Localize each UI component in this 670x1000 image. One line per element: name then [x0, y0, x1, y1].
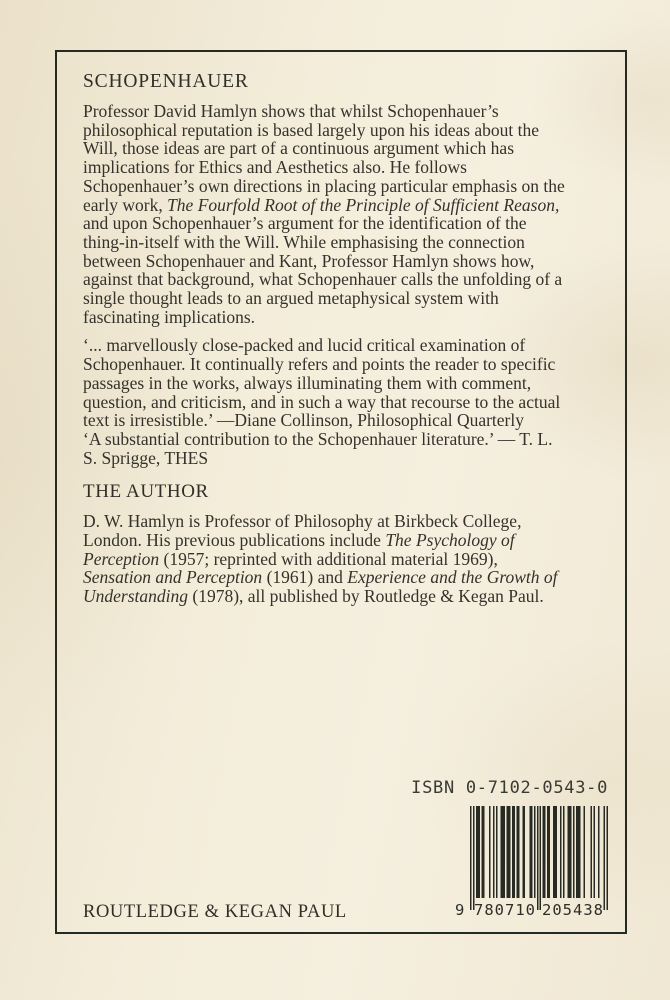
- publisher-name: ROUTLEDGE & KEGAN PAUL: [83, 902, 347, 922]
- ean13-barcode: [455, 806, 608, 919]
- barcode-right-digits: 205438: [542, 901, 604, 919]
- author-heading: THE AUTHOR: [83, 481, 209, 503]
- isbn-area: [411, 778, 608, 919]
- author-bio-paragraph: D. W. Hamlyn is Professor of Philosophy at Birkbeck College, London. His previous publications include The Psychology of Perception (1957; reprinted with additional material 1969), Sensation and Perception (1961) and Experience and the Growth of Understanding (1978), all published by Routledge & Kegan Paul.: [83, 511, 558, 607]
- reviews-paragraph: ‘... marvellously close-packed and lucid critical examination of Schopenhauer. It continually refers and points the reader to specific passages in the works, always illuminating them with comment, question, and criticism, and in such a way that recourse to the actual text is irresistible.’ —Diane Collinson, Philosophical Quarterly ‘A substantial contribution to the Schopenhauer literature.’ — T. L. S. Sprigge, THES: [83, 335, 561, 468]
- barcode-left-digits: 780710: [474, 901, 536, 919]
- book-title: SCHOPENHAUER: [83, 71, 249, 92]
- isbn-label: ISBN 0-7102-0543-0: [411, 778, 608, 798]
- text-column: [83, 52, 567, 606]
- border-frame: [55, 50, 627, 934]
- blurb-paragraph: Professor David Hamlyn shows that whilst Schopenhauer’s philosophical reputation is based largely upon his ideas about the Will, those ideas are part of a continuous argument which has implications for Ethics and Aesthetics also. He follows Schopenhauer’s own directions in placing particular emphasis on the early work, The Fourfold Root of the Principle of Sufficient Reason, and upon Schopenhauer’s argument for the identification of the thing-in-itself with the Will. While emphasising the connection between Schopenhauer and Kant, Professor Hamlyn shows how, against that background, what Schopenhauer calls the unfolding of a single thought leads to an argued metaphysical system with fascinating implications.: [83, 101, 565, 327]
- barcode-first-digit: 9: [455, 901, 465, 919]
- barcode-svg: [470, 806, 608, 910]
